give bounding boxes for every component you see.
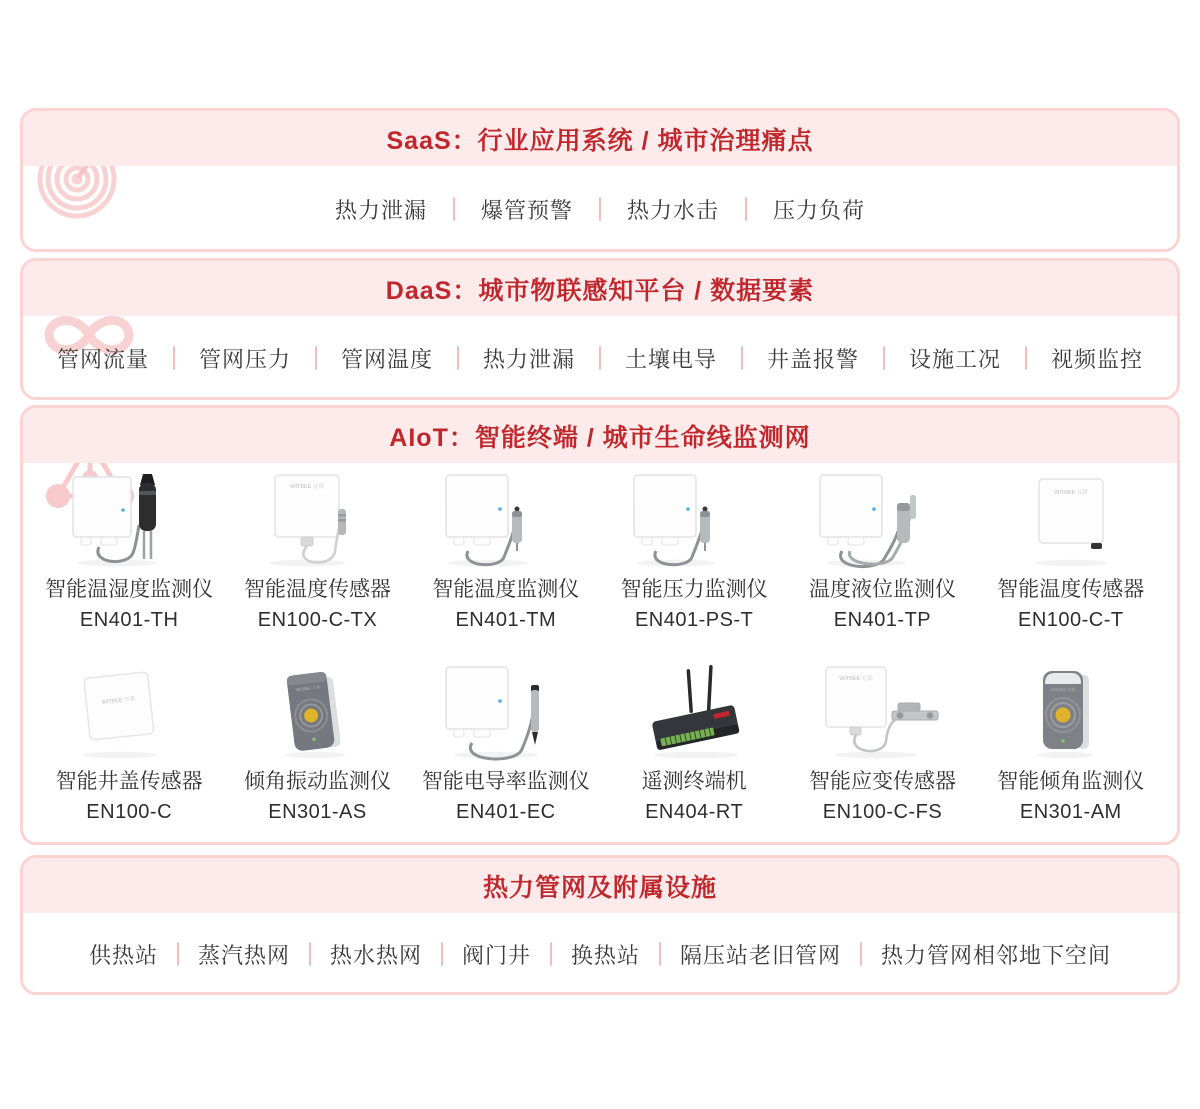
aiot-card [20,405,1180,845]
box-black-probe-image [35,467,223,571]
feature-item: 压力负荷 [773,197,866,223]
router-image [600,659,788,763]
product-name: 智能井盖传感器 [55,770,203,793]
saas-items-row [335,194,865,225]
product-EN301-AM [977,659,1165,827]
item-separator [860,942,862,966]
pipeline-body [23,913,1177,995]
tilt-side-image [223,659,411,763]
item-separator [745,197,747,221]
feature-item: 爆管预警 [480,197,573,223]
item-separator [883,346,885,370]
item-separator [177,942,179,966]
item-separator [173,346,175,370]
pipeline-items-row [89,939,1111,970]
feature-item: 热力水击 [627,197,720,223]
item-separator [453,197,455,221]
aiot-product-row-2 [35,659,1165,827]
product-model: EN404-RT [645,801,744,823]
daas-header-band [23,261,1177,316]
aiot-body [23,463,1177,827]
product-EN401-TH [35,467,223,635]
tilt-front-image [977,659,1165,763]
item-separator [457,346,459,370]
product-EN100-C-FS [788,659,976,827]
product-EN100-C-T [977,467,1165,635]
product-EN401-PS-T [600,467,788,635]
product-model: EN100-C-FS [822,801,943,823]
panel-bracket-image [788,659,976,763]
panel-cable-probe-image [223,467,411,571]
pipeline-header-band [23,858,1177,913]
product-name: 温度液位监测仪 [808,578,956,601]
product-model: EN100-C [86,801,173,823]
product-EN301-AS [223,659,411,827]
panel-tilt-image [35,659,223,763]
product-model: EN401-TP [833,609,932,631]
item-separator [599,346,601,370]
item-separator [441,942,443,966]
feature-item: 管网流量 [56,346,149,372]
saas-title: SaaS：行业应用系统 / 城市治理痛点 [386,126,814,155]
svg-text:WITBEE 万宾: WITBEE 万宾 [839,676,874,682]
box-cable-probe-image [412,467,600,571]
item-separator [1025,346,1027,370]
item-separator [741,346,743,370]
product-model: EN100-C-TX [257,609,378,631]
svg-text:WITBEE 万宾: WITBEE 万宾 [101,696,136,706]
item-separator [309,942,311,966]
product-EN404-RT [600,659,788,827]
item-separator [599,197,601,221]
product-name: 智能温度传感器 [997,578,1145,601]
daas-items-row [57,343,1143,374]
product-model: EN301-AS [268,801,367,823]
product-name: 智能倾角监测仪 [997,770,1145,793]
feature-item: 热水热网 [329,942,422,968]
feature-item: 设施工况 [909,346,1002,372]
product-EN401-EC [412,659,600,827]
aiot-title: AIoT：智能终端 / 城市生命线监测网 [389,423,811,452]
saas-header-band [23,111,1177,166]
feature-item: 蒸汽热网 [197,942,290,968]
product-name: 遥测终端机 [641,770,747,793]
feature-item: 井盖报警 [767,346,860,372]
feature-item: 视频监控 [1051,346,1144,372]
feature-item: 供热站 [88,942,158,968]
product-name: 智能应变传感器 [808,770,956,793]
aiot-product-row-1 [35,467,1165,635]
feature-item: 阀门井 [461,942,531,968]
pipeline-title: 热力管网及附属设施 [482,873,717,902]
item-separator [659,942,661,966]
product-name: 智能温湿度监测仪 [45,578,214,601]
box-two-cables-image [788,467,976,571]
product-model: EN100-C-T [1017,609,1124,631]
saas-body [23,166,1177,252]
feature-item: 隔压站老旧管网 [680,942,842,968]
diagram-stack [20,108,1180,995]
svg-text:WITBEE 万宾: WITBEE 万宾 [1050,687,1076,692]
feature-item: 热力泄漏 [482,346,575,372]
product-model: EN301-AM [1019,801,1122,823]
product-model: EN401-EC [456,801,556,823]
product-name: 倾角振动监测仪 [243,770,391,793]
daas-body [23,316,1177,400]
svg-text:WITBEE 万宾: WITBEE 万宾 [1053,490,1088,496]
box-pen-probe-image [412,659,600,763]
daas-card [20,258,1180,400]
product-model: EN401-PS-T [634,609,754,631]
item-separator [550,942,552,966]
feature-item: 热力泄漏 [334,197,427,223]
svg-text:WITBEE 万宾: WITBEE 万宾 [290,484,325,490]
pipeline-card [20,855,1180,995]
product-EN100-C-TX [223,467,411,635]
svg-text:WITBEE 万宾: WITBEE 万宾 [295,684,321,693]
product-EN401-TP [788,467,976,635]
feature-item: 管网压力 [198,346,291,372]
feature-item: 土壤电导 [625,346,718,372]
panel-plain-image [977,467,1165,571]
product-name: 智能温度传感器 [243,578,391,601]
feature-item: 换热站 [571,942,641,968]
aiot-header-band [23,408,1177,463]
product-EN100-C [35,659,223,827]
feature-item: 管网温度 [340,346,433,372]
product-name: 智能电导率监测仪 [421,770,590,793]
feature-item: 热力管网相邻地下空间 [881,942,1112,968]
product-model: EN401-TH [79,609,179,631]
product-model: EN401-TM [455,609,557,631]
saas-card [20,108,1180,252]
item-separator [315,346,317,370]
product-name: 智能温度监测仪 [432,578,580,601]
box-cable-probe-image [600,467,788,571]
product-EN401-TM [412,467,600,635]
daas-title: DaaS：城市物联感知平台 / 数据要素 [385,276,815,305]
product-name: 智能压力监测仪 [620,578,768,601]
